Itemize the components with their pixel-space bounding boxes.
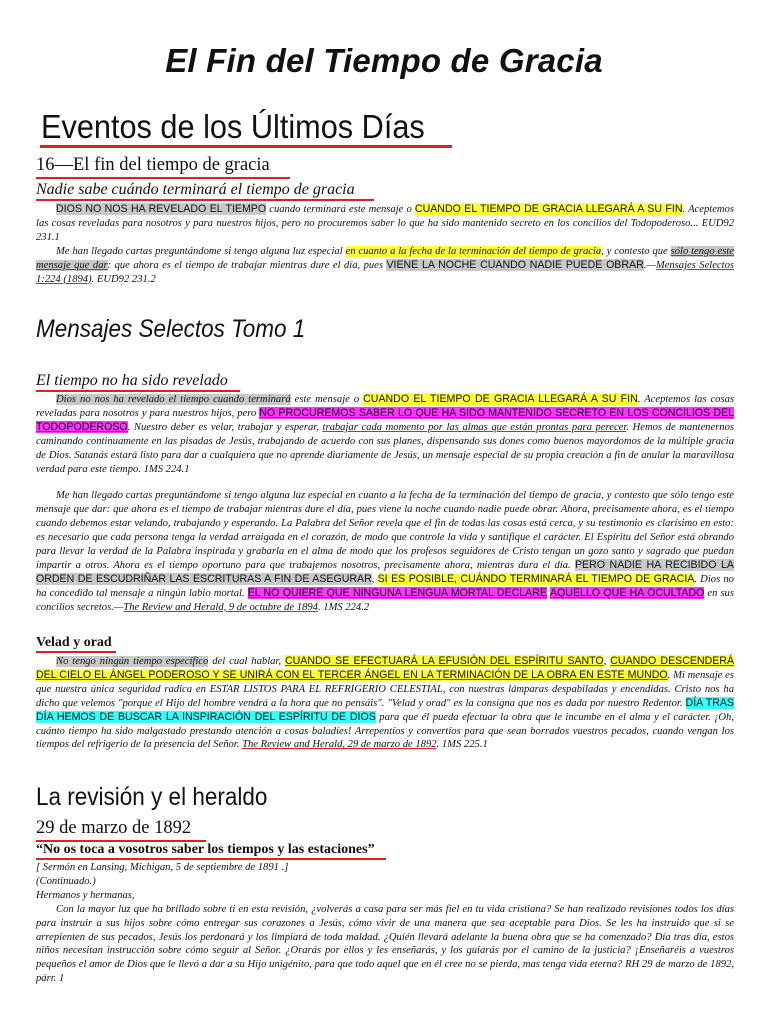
highlight-gray: VIENE LA NOCHE CUANDO NADIE PUEDE OBRAR [386,258,644,271]
section2-paragraph-2 [36,489,734,614]
text-run: . EUD92 231.2 [91,273,156,285]
reference-link[interactable]: Mensajes Selectos 1:224 (1894) [36,259,734,285]
highlight-yellow: CUANDO EL TIEMPO DE GRACIA LLEGARÁ A SU FIN [363,393,638,405]
highlight-yellow: SI ES POSIBLE, CUÁNDO TERMINARÁ EL TIEMPO DE GRACIA [377,572,695,585]
page-title: El Fin del Tiempo de Gracia [165,42,603,79]
section3-heading: Velad y orad [36,635,112,650]
text-run: . 1MS 225.1 [436,739,488,751]
highlight-cyan: DÍA TRAS DÍA HEMOS DE BUSCAR LA INSPIRACIÓN DEL ESPÍRITU DE DIOS [36,696,734,723]
underlined-text: trabajar cada momento por las almas que están prontas para perecer [322,421,627,433]
section1-heading-underline [36,177,290,179]
salutation: Hermanos y hermanas, [36,889,135,901]
highlight-yellow: CUANDO DESCENDERÁ DEL CIELO EL ÁNGEL PODEROSO Y SE UNIRÁ CON EL TERCER ÁNGEL EN LA TERMINACIÓN DE LA OBRA EN ESTE MUNDO [36,655,735,681]
section1-paragraph-1 [36,203,734,245]
text-run: . 1MS 224.2 [317,601,370,613]
section4-quote-underline [36,858,386,860]
section4-quote: “No os toca a vosotros saber los tiempos y las estaciones” [36,842,375,857]
text-run: . Mi mensaje es que nuestra única seguridad radica en ESTAR LISTOS PARA EL REFRIGERIO CELESTIAL, con nuestras lámparas despabiladas y encendidas. Cristo nos ha dicho que velemos "porque el Hijo del hombre vendrá a la hora que no pensáis". "Velad y orad" es la consigna que nos es dada por nuestro Redentor. [36,669,734,709]
section2-subheading: El tiempo no ha sido revelado [36,372,228,389]
text-run: . Aceptemos las cosas reveladas para nosotros y para nuestros hijos, pero no procuremos saber lo que ha sido mantenido secreto en los concilios del Todopoderoso... EUD92 231.1 [36,204,734,243]
section3-heading-underline [36,651,116,653]
highlight-yellow: en cuanto a la fecha de la terminación del tiempo de gracia [345,245,602,257]
section2-subheading-underline [36,390,240,392]
continued-note: (Continuado.) [36,875,96,887]
sermon-note: [ Sermón en Lansing, Michigan, 5 de septiembre de 1891 .] [36,862,289,873]
section3-body [36,655,734,752]
text-run: Me han llegado cartas preguntándome si tengo alguna luz especial en cuanto a la fecha de la terminación del tiempo de gracia, y contesto que sólo tengo este mensaje que dar: que ahora es el tiempo de trabajar mientras dure el día, pues viene la noche cuando nadie puede obrar. Ahora, precisamente ahora, es el tiempo cuando debemos estar velando, trabajando y esperando. La Palabra del Señor revela que el fin de todas las cosas está cerca, y su testimonio es clarísimo en esto: es necesario que cada persona tenga la verdad arraigada en el corazón, de modo que controle la vida y santifique el carácter. El Espíritu del Señor está obrando para llevar la verdad de la Palabra inspirada y grabarla en el alma de modo que los profesos seguidores de Cristo tengan un gozo santo y sagrado que puedan impartir a otros. Ahora es el tiempo oportuno para que trabajemos nosotros, precisamente ahora, mientras dura el día. [36,490,734,571]
reference-link[interactable]: The Review and Herald, 29 de marzo de 1892 [242,739,437,751]
text-run: , [603,656,611,667]
text-run: : que ahora es el tiempo de trabajar mientras dure el día, pues [107,259,387,271]
text-run: Me han llegado cartas preguntándome si tengo alguna luz especial [56,245,346,257]
reference-link[interactable]: The Review and Herald, 9 de octubre de 1894 [123,601,318,613]
section2-body [36,393,734,615]
section1-body [36,203,734,286]
section3-paragraph-1 [36,655,734,752]
section1-subheading: Nadie sabe cuándo terminará el tiempo de gracia [36,181,355,198]
text-run: cuando terminará este mensaje o [266,204,415,215]
subtitle-underline [40,145,452,148]
highlight-gray: Dios no nos ha revelado el tiempo cuando terminará [56,394,291,405]
highlight-magenta: AQUELLO QUE HA OCULTADO [550,586,705,599]
text-run: para que él pueda efectuar la obra que le incumbe en el alma y el carácter. ¡Oh, cuánto tiempo ha sido malgastado prestando atención a cosas baladíes! Arrepentíos y convertíos para que sean borrados vuestros pecados, cuando vengan los tiempos del refrigerio de la presencia del Señor. [36,711,734,751]
text-run: en sus concilios secretos.— [36,587,734,613]
text-run: .— [643,259,656,271]
section4-date: 29 de marzo de 1892 [36,818,192,838]
text-run: del cual hablar, [208,656,285,667]
section4-paragraph-1: Con la mayor luz que ha brillado sobre ti en esta revisión, ¿volverás a casa para ser más fiel en tu vida cristiana? Se han realizado revisiones todos los días para instruir a sus hijos sobre cómo entregar sus corazones a Jesús, cómo vivir de una manera que sea aceptable para Dios. Se les ha instruido que si se arrepienten de sus pecados, Jesús los perdonará y los limpiará de toda maldad. ¿Quién llevará adelante la buena obra que se ha comenzado? Día tras día, estos niños necesitan instrucción sobre cómo seguir al Señor. ¿Orarás por ellos y les enseñarás, y los guiarás por el camino de la justicia? ¡Enseñaréis a vuestros pequeños el amor de Dios que le llevó a dar a su Hijo unigénito, para que todo aquel que en él cree no se pierda, mas tenga vida eterna? RH 29 de marzo de 1892, párr. 1 [36,903,734,985]
text-run: este mensaje o [290,394,364,405]
highlight-yellow: CUANDO SE EFECTUARÁ LA EFUSIÓN DEL ESPÍRITU SANTO [284,655,604,667]
section1-subheading-underline [36,199,374,201]
section2-heading: Mensajes Selectos Tomo 1 [36,315,306,343]
highlight-yellow: CUANDO EL TIEMPO DE GRACIA LLEGARÁ A SU FIN [414,203,683,215]
highlight-magenta: EL NO QUIERE QUE NINGUNA LENGUA MORTAL DECLARE [247,586,547,599]
text-run: , y contesto que [601,245,671,257]
text-run: . Dios no ha concedido tal mensaje a ningún labio mortal. [36,573,734,599]
text-run: . Nuestro deber es velar, trabajar y esperar, [127,421,323,433]
highlight-magenta: NO PROCUREMOS SABER LO QUE HA SIDO MANTENIDO SECRETO EN LOS CONCILIOS DEL TODOPODEROSO [36,406,734,433]
section4-heading: La revisión y el heraldo [36,783,268,811]
highlight-gray: sólo tengo este mensaje que dar [36,245,734,271]
text-run: . Aceptemos las cosas reveladas para nosotros y para nuestros hijos, pero [36,394,734,419]
section4-body [36,861,734,986]
highlight-gray: PERO NADIE HA RECIBIDO LA ORDEN DE ESCUDRIÑAR LAS ESCRITURAS A FIN DE ASEGURAR [36,558,734,585]
page-subtitle: Eventos de los Últimos Días [41,108,425,145]
section1-heading: 16—El fin del tiempo de gracia [36,155,270,175]
highlight-gray: No tengo ningún tiempo específico [56,656,209,667]
text-run: , [371,573,378,585]
section1-paragraph-2 [36,245,734,287]
text-run: . Hemos de mantenernos caminando continuamente en las pisadas de Jesús, trabajando de acuerdo con sus planes, dispensando sus dones como buenos mayordomos de la múltiple gracia de Dios. Satanás estará listo para dar a cualquiera que no aprende diariamente de Jesús, un mensaje especial de su propia creación a fin de anular la maravillosa verdad para este tiempo. 1MS 224.1 [36,421,734,475]
section2-paragraph-1 [36,393,734,476]
highlight-gray: DIOS NO NOS HA REVELADO EL TIEMPO [56,203,267,215]
